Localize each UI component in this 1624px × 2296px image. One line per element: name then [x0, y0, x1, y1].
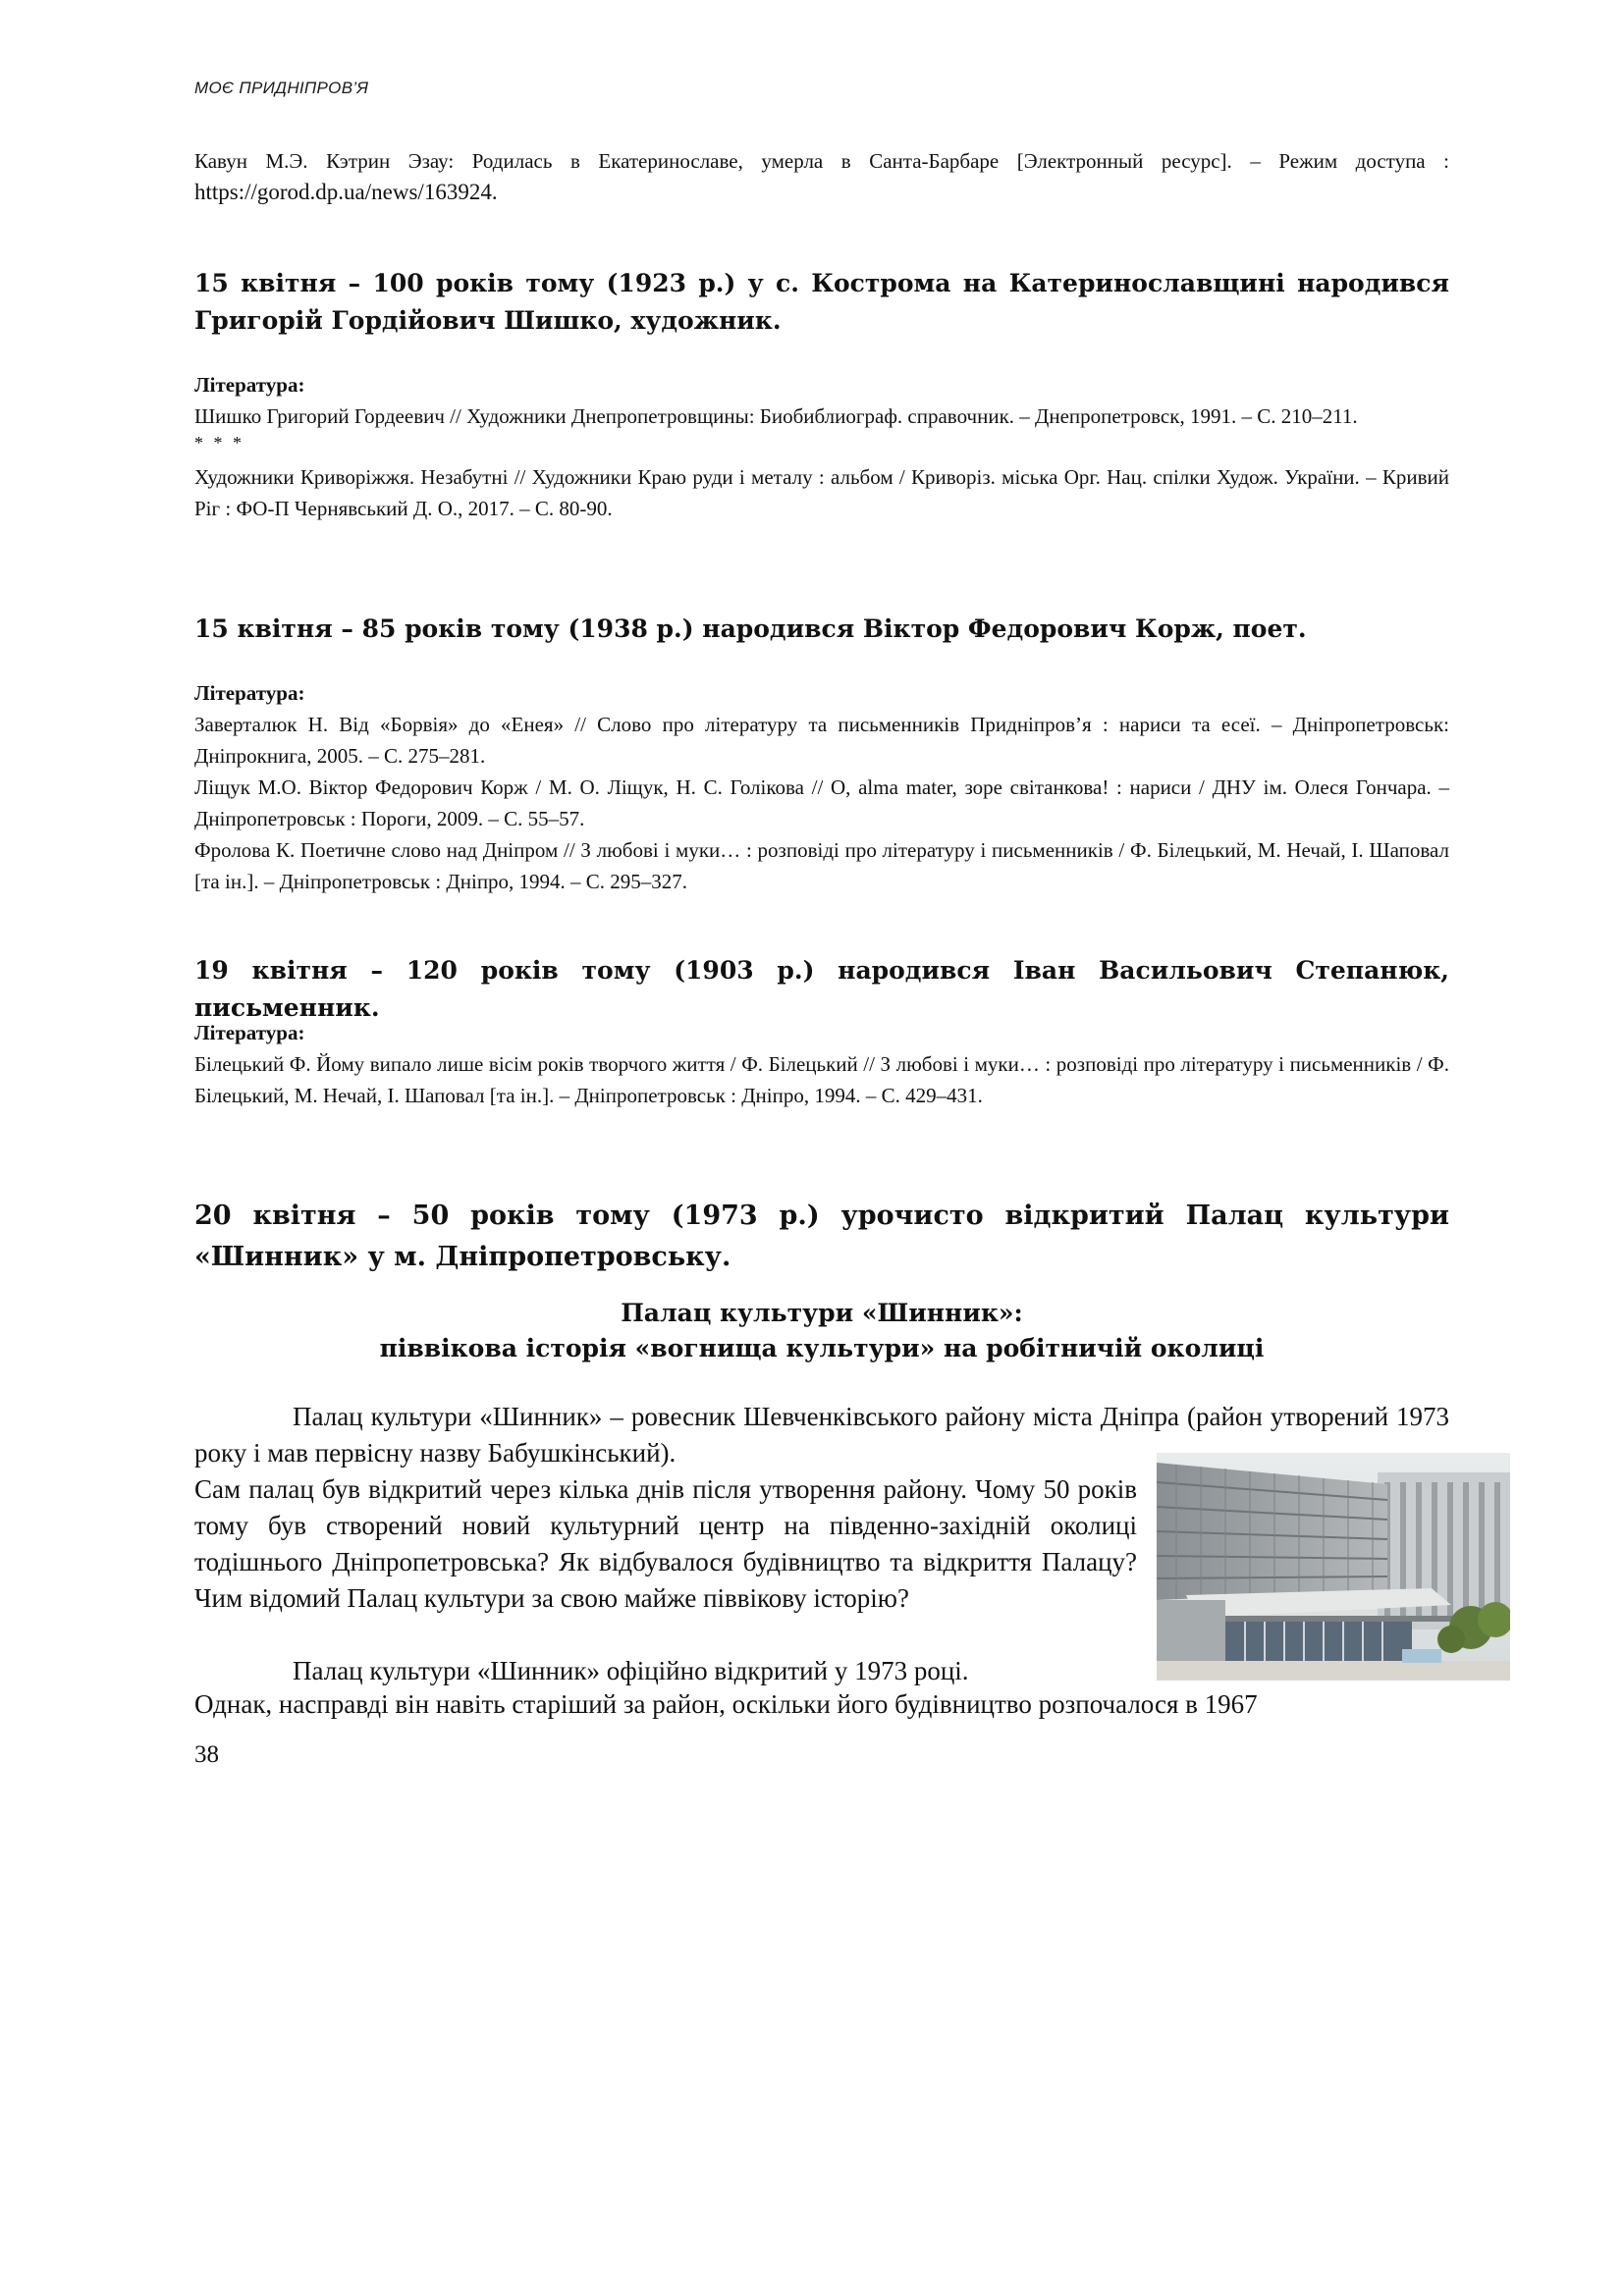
reference-item: Заверталюк Н. Від «Борвія» до «Енея» // Слово про літературу та письменників Придніпров’я : нариси та есеї. – Дніпропетровськ: Дніпрокнига, 2005. – С. 275–281.: [194, 713, 1449, 768]
article-paragraph-1-rest: Сам палац був відкритий через кілька днів після утворення району. Чому 50 років тому був створений новий культурний центр на південно-західній околиці тодішнього Дніпропетровська? Як відбувалося будівництво та відкриття Палацу? Чим відомий Палац культури за свою майже піввікову історію?: [194, 1474, 1137, 1613]
article-paragraph-2-cont: Однак, насправді він навіть старіший за район, оскільки його будівництво розпочалося в 1967: [194, 1689, 1258, 1719]
separator-stars: * * *: [194, 433, 244, 453]
palace-of-culture-photo: [1157, 1453, 1510, 1681]
event-shyshko-literature: [194, 369, 1449, 524]
reference-item: Шишко Григорий Гордеевич // Художники Днепропетровщины: Биобиблиограф. справочник. – Днепропетровск, 1991. – С. 210–211.: [194, 404, 1358, 428]
event-title: 20 квітня – 50 років тому (1973 р.) урочисто відкритий Палац культури «Шинник» у м. Дніпропетровську.: [194, 1201, 1449, 1272]
event-title: 15 квітня – 85 років тому (1938 р.) народився Віктор Федорович Корж, поет.: [194, 614, 1307, 643]
reference-item: Художники Криворіжжя. Незабутні // Художники Краю руди і металу : альбом / Криворіз. міська Орг. Нац. спілки Худож. України. – Кривий Ріг : ФО-П Чернявський Д. О., 2017. – С. 80-90.: [194, 465, 1449, 520]
literature-label: Література:: [194, 1021, 305, 1044]
event-korzh-literature: [194, 677, 1449, 897]
running-header: МОЄ ПРИДНІПРОВ’Я: [194, 79, 369, 97]
intro-reference-text: Кавун М.Э. Кэтрин Эзау: Родилась в Екатеринославе, умерла в Санта-Барбаре [Электронный ресурс]. – Режим доступа :: [194, 149, 1449, 173]
article-heading-line1: Палац культури «Шинник»:: [621, 1299, 1023, 1327]
event-title: 19 квітня – 120 років тому (1903 р.) народився Іван Васильович Степанюк, письменник.: [194, 956, 1449, 1022]
intro-reference: [194, 145, 1449, 208]
page-number: 38: [194, 1741, 219, 1768]
article-paragraph-2-start: Палац культури «Шинник» офіційно відкритий у 1973 році.: [293, 1656, 969, 1685]
event-korzh: [194, 611, 1449, 648]
article-heading: [194, 1296, 1449, 1366]
event-shynnyk: [194, 1196, 1449, 1278]
intro-reference-url: https://gorod.dp.ua/news/163924.: [194, 180, 498, 204]
palace-building-image: [1157, 1453, 1510, 1681]
event-stepaniuk: [194, 952, 1449, 1027]
article-heading-line2: піввікова історія «вогнища культури» на робітничій околиці: [379, 1334, 1265, 1362]
reference-item: Білецький Ф. Йому випало лише вісім років творчого життя / Ф. Білецький // З любові і муки… : розповіді про літературу і письменників / Ф. Білецький, М. Нечай, І. Шаповал [та ін.]. – Дніпропетровськ : Дніпро, 1994. – С. 429–431.: [194, 1052, 1449, 1107]
event-stepaniuk-literature: [194, 1017, 1449, 1111]
event-shyshko: [194, 265, 1449, 340]
reference-item: Ліщук М.О. Віктор Федорович Корж / М. О. Ліщук, Н. С. Голікова // О, alma mater, зоре світанкова! : нариси / ДНУ ім. Олеся Гончара. – Дніпропетровськ : Пороги, 2009. – С. 55–57.: [194, 775, 1449, 830]
literature-label: Література:: [194, 373, 305, 397]
reference-item: Фролова К. Поетичне слово над Дніпром // З любові і муки… : розповіді про літературу і письменників / Ф. Білецький, М. Нечай, І. Шаповал [та ін.]. – Дніпропетровськ : Дніпро, 1994. – С. 295–327.: [194, 838, 1449, 893]
event-title: 15 квітня – 100 років тому (1923 р.) у с. Кострома на Катеринославщині народився Григорій Гордійович Шишко, художник.: [194, 269, 1449, 335]
document-page: [194, 0, 1449, 2296]
article-paragraph-1-lead: Палац культури «Шинник» – ровесник Шевченківського району міста Дніпра (район утворений 1973 року і мав первісну назву Бабушкінський).: [194, 1402, 1449, 1468]
literature-label: Література:: [194, 681, 305, 705]
